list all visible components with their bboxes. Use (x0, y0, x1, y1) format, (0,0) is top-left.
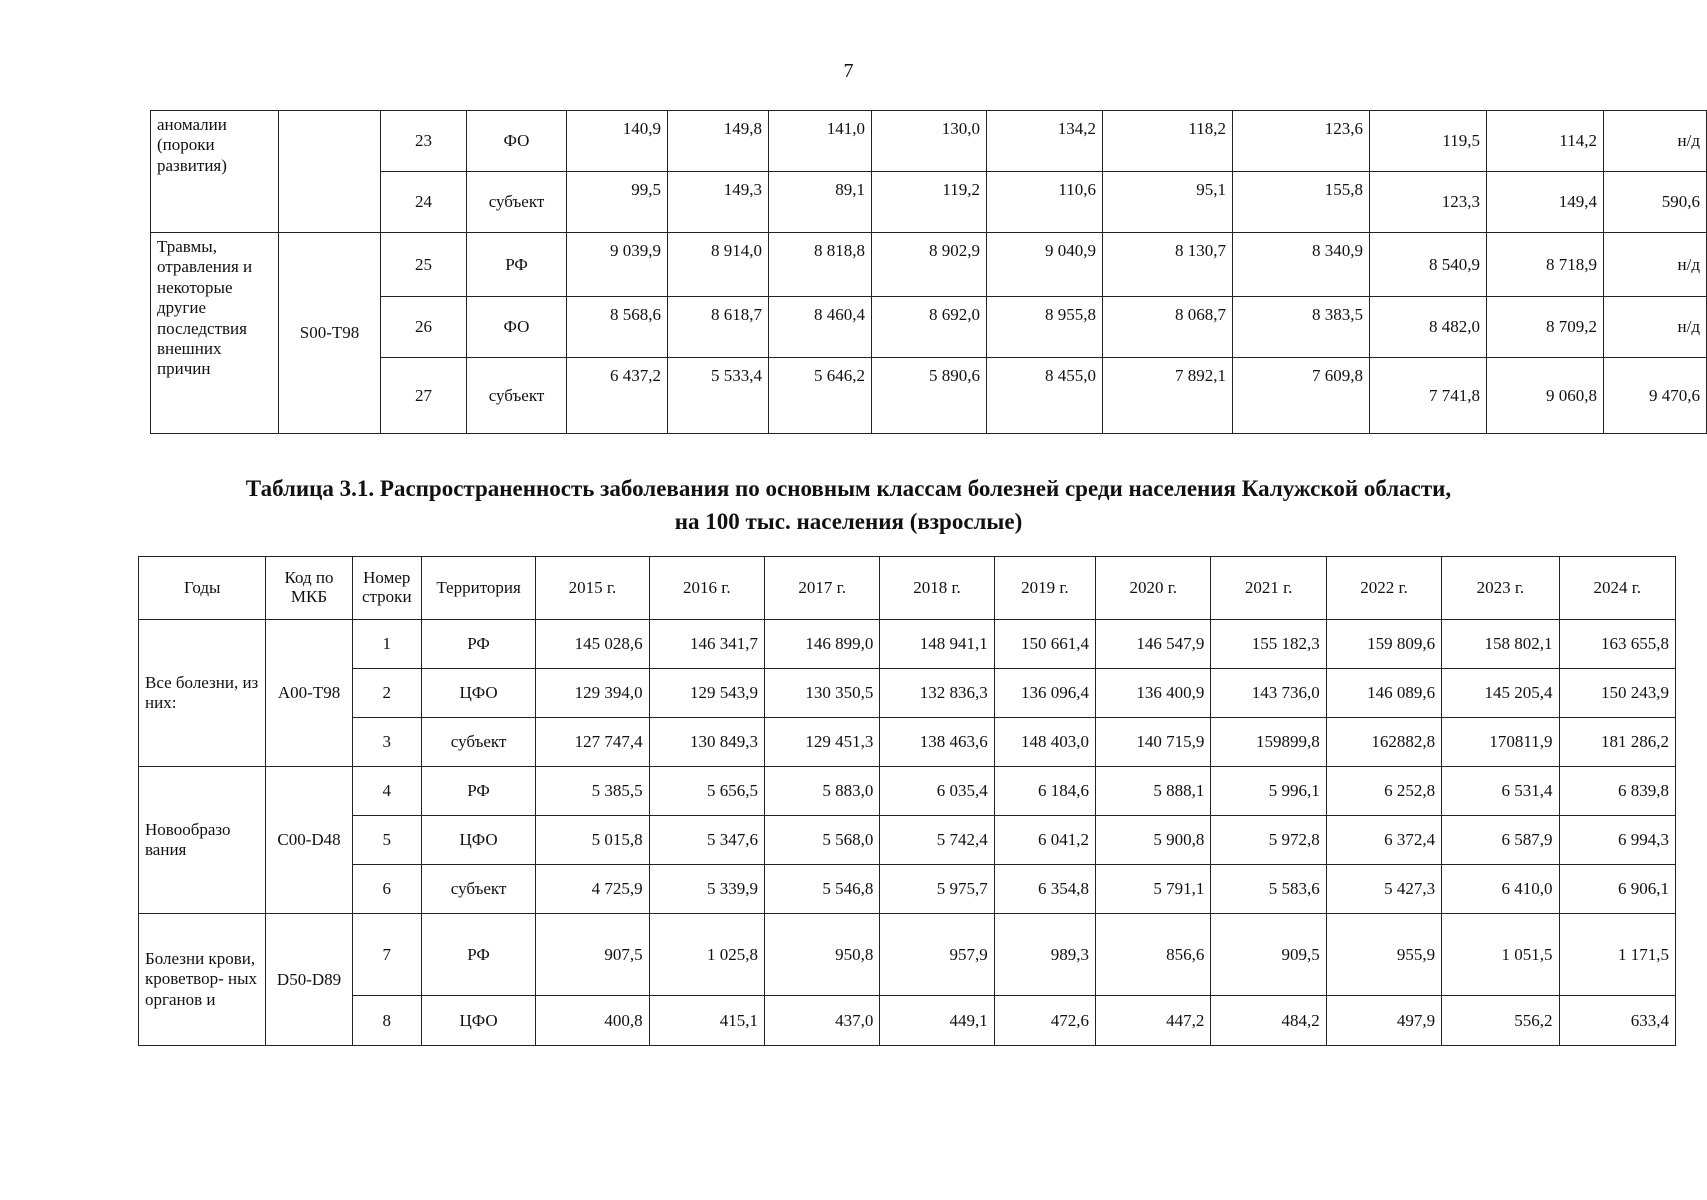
value-cell: 5 975,7 (880, 865, 994, 914)
value-cell: 5 385,5 (536, 767, 649, 816)
territory: субъект (467, 172, 567, 233)
class-label: Травмы, отравления и некоторые другие последствия внешних причин (151, 233, 279, 434)
value-cell: 9 039,9 (567, 233, 668, 297)
caption-line-1: Таблица 3.1. Распространенность заболевания по основным классам болезней среди населения Калужской области, (245, 476, 1452, 501)
territory: ЦФО (421, 669, 535, 718)
value-cell: 132 836,3 (880, 669, 994, 718)
value-cell: 141,0 (769, 111, 872, 172)
header-cell: 2020 г. (1096, 557, 1211, 620)
value-cell: 123,3 (1370, 172, 1487, 233)
value-cell: 99,5 (567, 172, 668, 233)
territory: ФО (467, 111, 567, 172)
value-cell: 148 403,0 (994, 718, 1095, 767)
value-cell: 95,1 (1103, 172, 1233, 233)
territory: субъект (421, 718, 535, 767)
value-cell: 5 888,1 (1096, 767, 1211, 816)
value-cell: 6 252,8 (1326, 767, 1441, 816)
territory: субъект (467, 358, 567, 434)
value-cell: 6 587,9 (1442, 816, 1559, 865)
value-cell: 145 205,4 (1442, 669, 1559, 718)
table-row (139, 914, 1676, 996)
row-number: 7 (352, 914, 421, 996)
value-cell: 170811,9 (1442, 718, 1559, 767)
value-cell: 158 802,1 (1442, 620, 1559, 669)
value-cell: 6 354,8 (994, 865, 1095, 914)
icd-code: D50-D89 (266, 914, 352, 1046)
table-row (151, 297, 1707, 358)
value-cell: 8 709,2 (1487, 297, 1604, 358)
value-cell: 5 583,6 (1211, 865, 1326, 914)
value-cell: 150 243,9 (1559, 669, 1675, 718)
value-cell: 159 809,6 (1326, 620, 1441, 669)
value-cell: 5 996,1 (1211, 767, 1326, 816)
value-cell: 89,1 (769, 172, 872, 233)
territory: субъект (421, 865, 535, 914)
continued-table (150, 110, 1707, 434)
row-number: 5 (352, 816, 421, 865)
table-row (139, 816, 1676, 865)
value-cell: 159899,8 (1211, 718, 1326, 767)
value-cell: 143 736,0 (1211, 669, 1326, 718)
header-cell: 2024 г. (1559, 557, 1675, 620)
value-cell: 146 089,6 (1326, 669, 1441, 718)
header-cell: 2018 г. (880, 557, 994, 620)
value-cell: 138 463,6 (880, 718, 994, 767)
table-row (151, 172, 1707, 233)
table-row (139, 865, 1676, 914)
value-cell: 633,4 (1559, 996, 1675, 1046)
value-cell: 149,3 (668, 172, 769, 233)
value-cell: 9 470,6 (1604, 358, 1707, 434)
value-cell: 449,1 (880, 996, 994, 1046)
header-cell: 2023 г. (1442, 557, 1559, 620)
territory: РФ (421, 914, 535, 996)
value-cell: 989,3 (994, 914, 1095, 996)
class-label: Новообразо вания (139, 767, 266, 914)
row-number: 8 (352, 996, 421, 1046)
value-cell: н/д (1604, 233, 1707, 297)
value-cell: 8 455,0 (987, 358, 1103, 434)
value-cell: 7 892,1 (1103, 358, 1233, 434)
territory: РФ (421, 620, 535, 669)
value-cell: 6 035,4 (880, 767, 994, 816)
value-cell: 1 025,8 (649, 914, 764, 996)
row-number: 1 (352, 620, 421, 669)
icd-code: S00-T98 (279, 233, 381, 434)
header-cell: 2015 г. (536, 557, 649, 620)
table-row (139, 620, 1676, 669)
territory: ЦФО (421, 996, 535, 1046)
value-cell: 6 994,3 (1559, 816, 1675, 865)
value-cell: 5 972,8 (1211, 816, 1326, 865)
value-cell: 136 096,4 (994, 669, 1095, 718)
value-cell: 6 437,2 (567, 358, 668, 434)
value-cell: 447,2 (1096, 996, 1211, 1046)
value-cell: 437,0 (764, 996, 879, 1046)
value-cell: 5 347,6 (649, 816, 764, 865)
value-cell: н/д (1604, 297, 1707, 358)
value-cell: 8 482,0 (1370, 297, 1487, 358)
value-cell: 5 656,5 (649, 767, 764, 816)
icd-code: C00-D48 (266, 767, 352, 914)
value-cell: 497,9 (1326, 996, 1441, 1046)
value-cell: 5 339,9 (649, 865, 764, 914)
value-cell: 146 341,7 (649, 620, 764, 669)
value-cell: 130,0 (872, 111, 987, 172)
table-row (139, 767, 1676, 816)
value-cell: 950,8 (764, 914, 879, 996)
value-cell: 162882,8 (1326, 718, 1441, 767)
header-cell: Территория (421, 557, 535, 620)
value-cell: 8 130,7 (1103, 233, 1233, 297)
value-cell: 6 372,4 (1326, 816, 1441, 865)
territory: РФ (421, 767, 535, 816)
icd-code (279, 111, 381, 233)
header-row (139, 557, 1676, 620)
value-cell: 909,5 (1211, 914, 1326, 996)
value-cell: 5 890,6 (872, 358, 987, 434)
value-cell: 8 340,9 (1233, 233, 1370, 297)
value-cell: н/д (1604, 111, 1707, 172)
row-number: 3 (352, 718, 421, 767)
value-cell: 130 849,3 (649, 718, 764, 767)
value-cell: 127 747,4 (536, 718, 649, 767)
value-cell: 114,2 (1487, 111, 1604, 172)
row-number: 26 (381, 297, 467, 358)
value-cell: 556,2 (1442, 996, 1559, 1046)
row-number: 2 (352, 669, 421, 718)
value-cell: 484,2 (1211, 996, 1326, 1046)
value-cell: 5 427,3 (1326, 865, 1441, 914)
value-cell: 129 543,9 (649, 669, 764, 718)
header-cell: 2021 г. (1211, 557, 1326, 620)
value-cell: 8 540,9 (1370, 233, 1487, 297)
value-cell: 5 646,2 (769, 358, 872, 434)
territory: РФ (467, 233, 567, 297)
value-cell: 5 015,8 (536, 816, 649, 865)
class-label: Все болезни, из них: (139, 620, 266, 767)
value-cell: 110,6 (987, 172, 1103, 233)
value-cell: 181 286,2 (1559, 718, 1675, 767)
class-label: Болезни крови, кроветвор- ных органов и (139, 914, 266, 1046)
caption-line-2: на 100 тыс. населения (взрослые) (674, 509, 1023, 535)
value-cell: 8 902,9 (872, 233, 987, 297)
value-cell: 5 900,8 (1096, 816, 1211, 865)
value-cell: 957,9 (880, 914, 994, 996)
value-cell: 130 350,5 (764, 669, 879, 718)
value-cell: 8 718,9 (1487, 233, 1604, 297)
value-cell: 6 531,4 (1442, 767, 1559, 816)
value-cell: 4 725,9 (536, 865, 649, 914)
value-cell: 129 451,3 (764, 718, 879, 767)
header-cell: 2019 г. (994, 557, 1095, 620)
value-cell: 146 547,9 (1096, 620, 1211, 669)
table-3-1 (138, 556, 1676, 1046)
value-cell: 118,2 (1103, 111, 1233, 172)
value-cell: 1 051,5 (1442, 914, 1559, 996)
value-cell: 146 899,0 (764, 620, 879, 669)
value-cell: 8 914,0 (668, 233, 769, 297)
value-cell: 9 060,8 (1487, 358, 1604, 434)
value-cell: 415,1 (649, 996, 764, 1046)
value-cell: 8 692,0 (872, 297, 987, 358)
row-number: 24 (381, 172, 467, 233)
header-cell: 2017 г. (764, 557, 879, 620)
header-cell: Годы (139, 557, 266, 620)
table-row (139, 718, 1676, 767)
value-cell: 123,6 (1233, 111, 1370, 172)
value-cell: 155 182,3 (1211, 620, 1326, 669)
territory: ЦФО (421, 816, 535, 865)
table-row (151, 111, 1707, 172)
icd-code: A00-T98 (266, 620, 352, 767)
value-cell: 907,5 (536, 914, 649, 996)
value-cell: 163 655,8 (1559, 620, 1675, 669)
value-cell: 6 410,0 (1442, 865, 1559, 914)
value-cell: 6 041,2 (994, 816, 1095, 865)
territory: ФО (467, 297, 567, 358)
value-cell: 5 791,1 (1096, 865, 1211, 914)
value-cell: 140,9 (567, 111, 668, 172)
value-cell: 150 661,4 (994, 620, 1095, 669)
table-row (139, 996, 1676, 1046)
value-cell: 1 171,5 (1559, 914, 1675, 996)
row-number: 27 (381, 358, 467, 434)
value-cell: 119,5 (1370, 111, 1487, 172)
header-cell: Номер строки (352, 557, 421, 620)
value-cell: 155,8 (1233, 172, 1370, 233)
value-cell: 5 742,4 (880, 816, 994, 865)
row-number: 23 (381, 111, 467, 172)
value-cell: 6 906,1 (1559, 865, 1675, 914)
value-cell: 5 533,4 (668, 358, 769, 434)
value-cell: 8 818,8 (769, 233, 872, 297)
value-cell: 145 028,6 (536, 620, 649, 669)
value-cell: 400,8 (536, 996, 649, 1046)
value-cell: 5 546,8 (764, 865, 879, 914)
value-cell: 134,2 (987, 111, 1103, 172)
value-cell: 6 839,8 (1559, 767, 1675, 816)
value-cell: 7 741,8 (1370, 358, 1487, 434)
row-number: 4 (352, 767, 421, 816)
value-cell: 136 400,9 (1096, 669, 1211, 718)
value-cell: 590,6 (1604, 172, 1707, 233)
value-cell: 9 040,9 (987, 233, 1103, 297)
value-cell: 140 715,9 (1096, 718, 1211, 767)
value-cell: 129 394,0 (536, 669, 649, 718)
value-cell: 6 184,6 (994, 767, 1095, 816)
row-number: 25 (381, 233, 467, 297)
value-cell: 149,4 (1487, 172, 1604, 233)
value-cell: 5 568,0 (764, 816, 879, 865)
value-cell: 119,2 (872, 172, 987, 233)
table-caption (0, 472, 1697, 539)
value-cell: 8 383,5 (1233, 297, 1370, 358)
header-cell: 2022 г. (1326, 557, 1441, 620)
class-label: аномалии (пороки развития) (151, 111, 279, 233)
value-cell: 149,8 (668, 111, 769, 172)
value-cell: 8 460,4 (769, 297, 872, 358)
value-cell: 5 883,0 (764, 767, 879, 816)
value-cell: 856,6 (1096, 914, 1211, 996)
value-cell: 8 618,7 (668, 297, 769, 358)
value-cell: 472,6 (994, 996, 1095, 1046)
value-cell: 7 609,8 (1233, 358, 1370, 434)
page-number: 7 (843, 60, 854, 82)
table-row (151, 233, 1707, 297)
table-row (151, 358, 1707, 434)
table-row (139, 669, 1676, 718)
value-cell: 8 068,7 (1103, 297, 1233, 358)
value-cell: 148 941,1 (880, 620, 994, 669)
value-cell: 8 955,8 (987, 297, 1103, 358)
header-cell: Код по МКБ (266, 557, 352, 620)
value-cell: 8 568,6 (567, 297, 668, 358)
value-cell: 955,9 (1326, 914, 1441, 996)
header-cell: 2016 г. (649, 557, 764, 620)
row-number: 6 (352, 865, 421, 914)
